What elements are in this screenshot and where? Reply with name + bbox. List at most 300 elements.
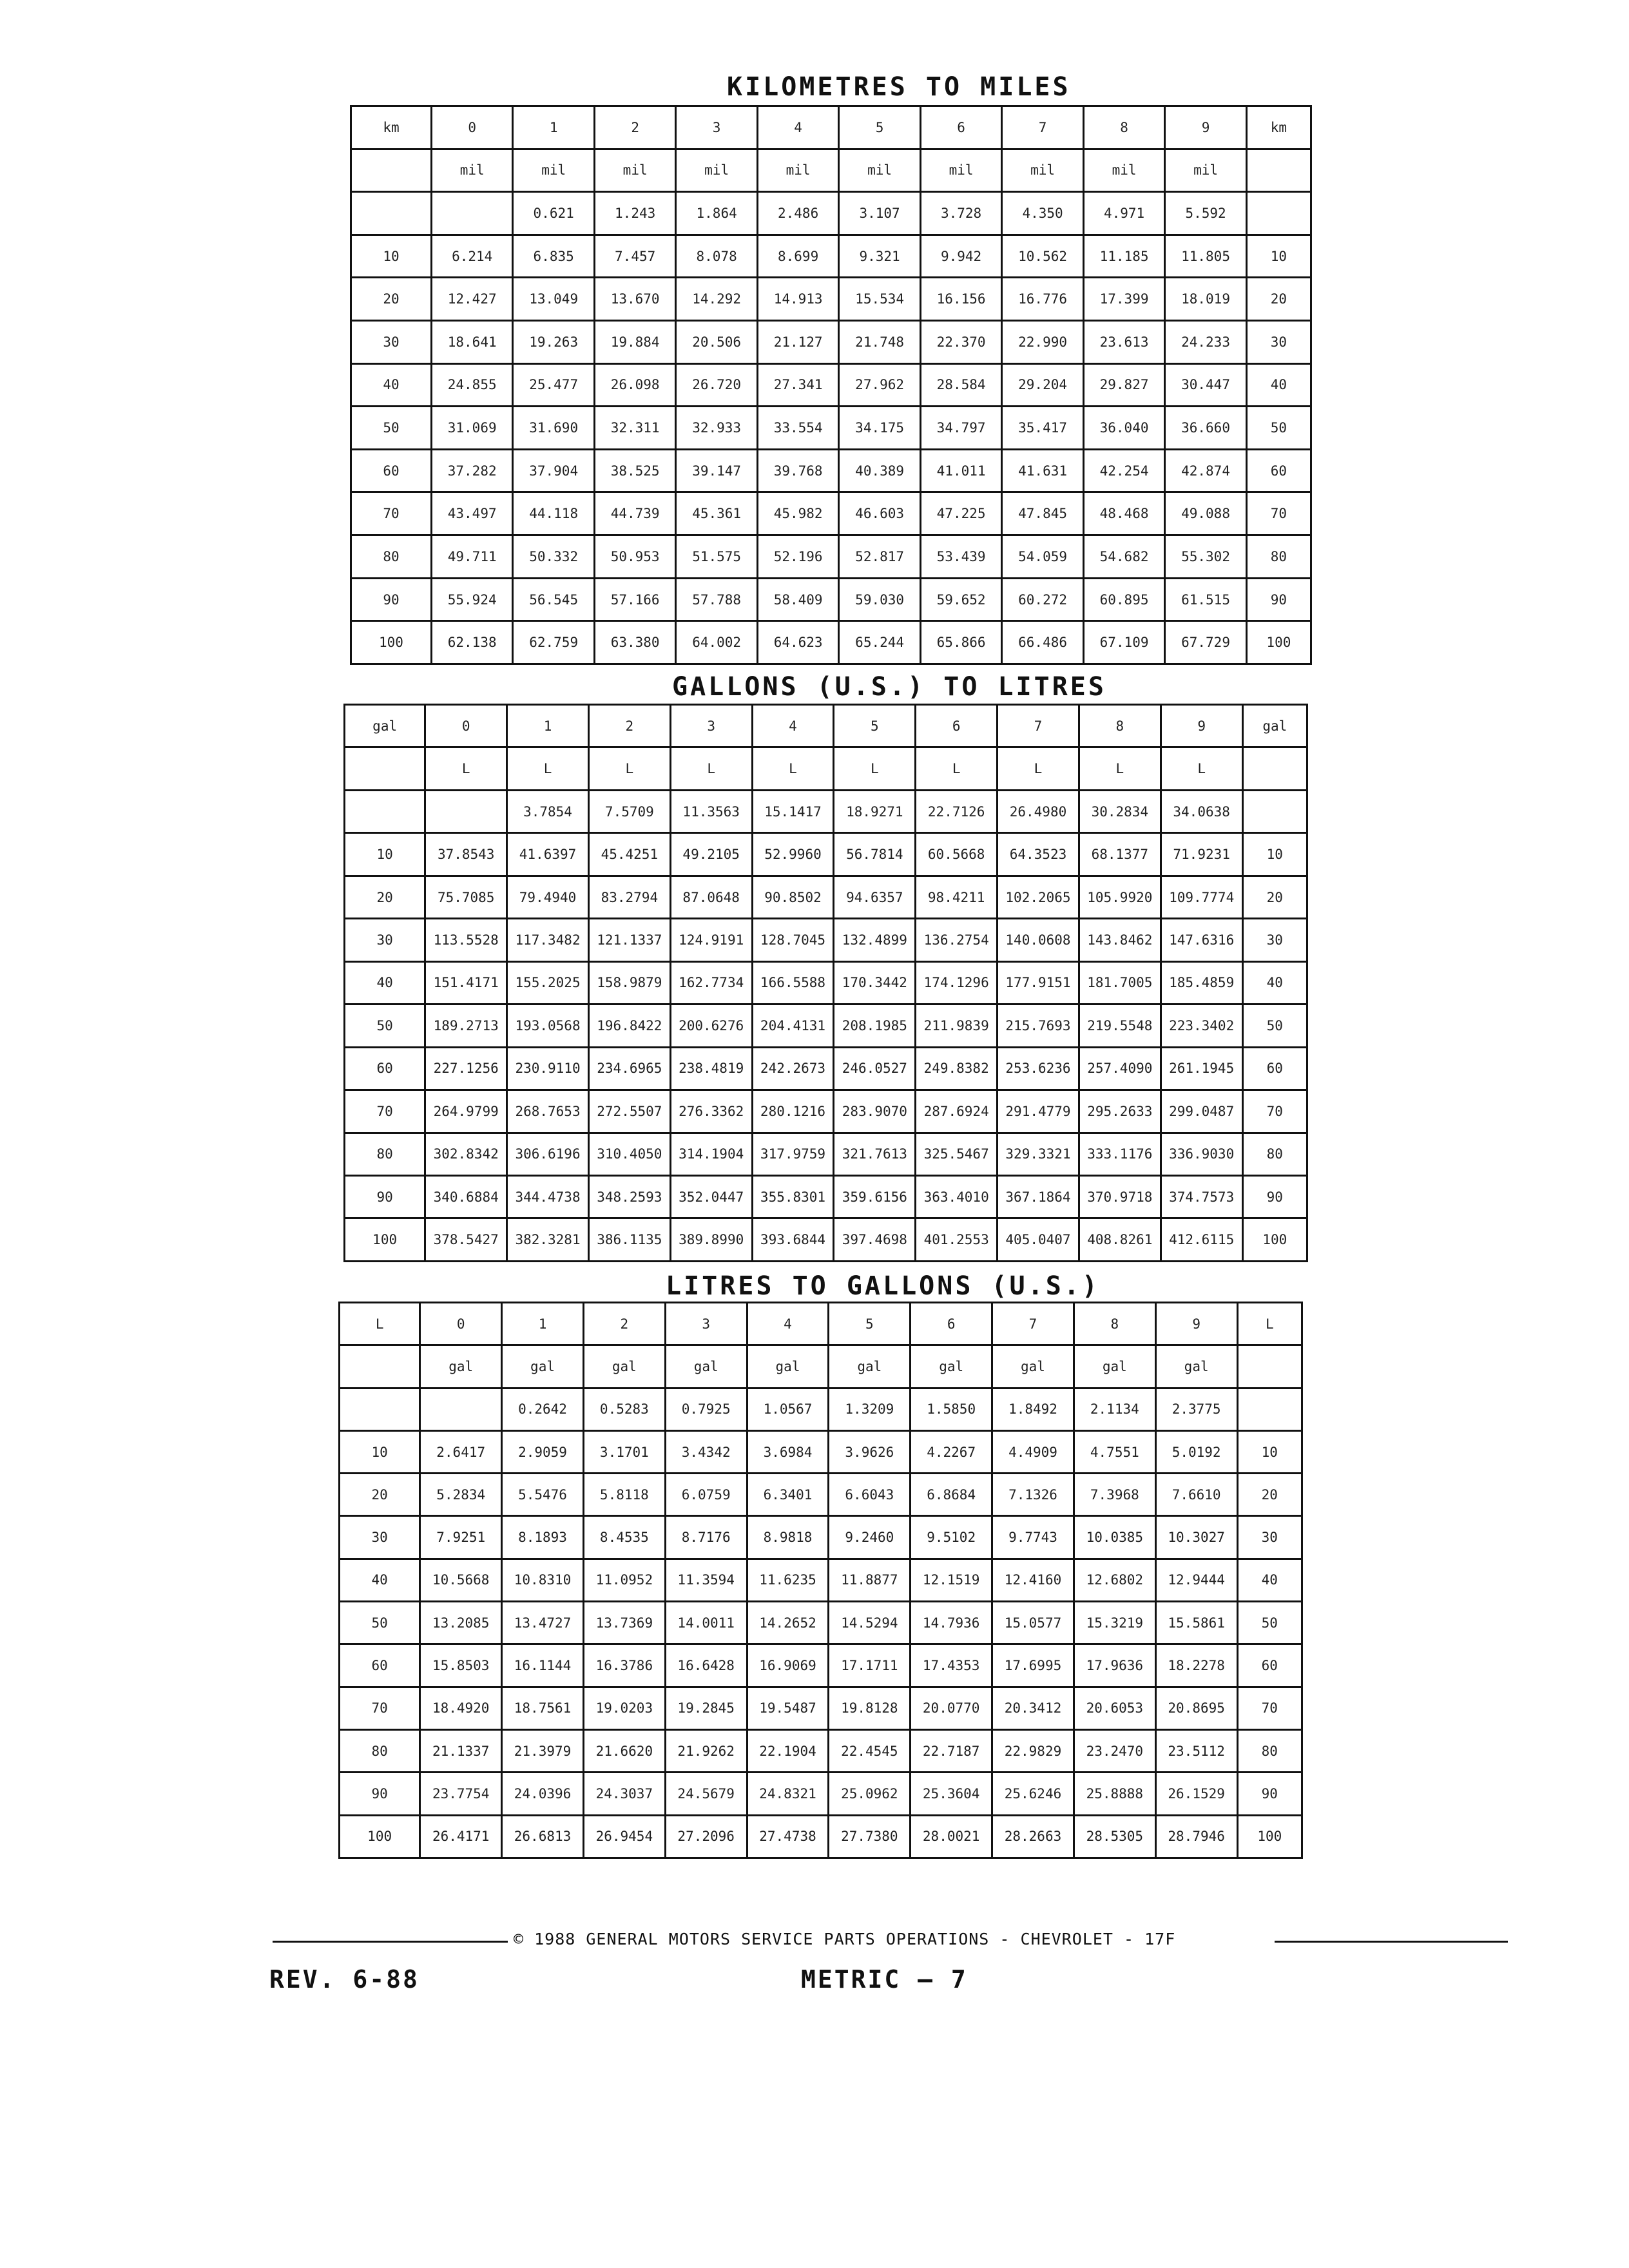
table-row bbox=[340, 1815, 1302, 1858]
gallons-to-litres-table bbox=[343, 704, 1308, 1262]
value-cell: 321.7613 bbox=[834, 1133, 916, 1175]
column-header-cell: 8 bbox=[1083, 106, 1164, 149]
row-header-cell: 40 bbox=[1237, 1559, 1302, 1601]
row-header-cell: 90 bbox=[340, 1773, 420, 1815]
table-row bbox=[340, 1602, 1302, 1644]
subunit-cell: mil bbox=[757, 149, 838, 192]
subunit-cell: gal bbox=[502, 1345, 584, 1388]
row-header-cell: 40 bbox=[345, 961, 425, 1004]
value-cell: 32.311 bbox=[594, 407, 675, 450]
value-cell: 196.8422 bbox=[588, 1004, 670, 1047]
value-cell: 10.8310 bbox=[502, 1559, 584, 1601]
value-cell: 42.254 bbox=[1083, 449, 1164, 492]
value-cell: 22.7126 bbox=[916, 790, 998, 832]
row-header-cell: 60 bbox=[1246, 449, 1311, 492]
value-cell: 287.6924 bbox=[916, 1090, 998, 1133]
value-cell: 0.5283 bbox=[583, 1388, 665, 1430]
value-cell: 10.5668 bbox=[420, 1559, 502, 1601]
value-cell: 41.6397 bbox=[507, 833, 589, 876]
value-cell: 15.3219 bbox=[1074, 1602, 1155, 1644]
row-header-cell: 70 bbox=[351, 492, 432, 535]
table-row bbox=[351, 449, 1311, 492]
row-header-cell: 30 bbox=[351, 321, 432, 364]
row-header-cell: 90 bbox=[1242, 1175, 1307, 1218]
column-header-cell: 3 bbox=[676, 106, 757, 149]
subunit-cell: mil bbox=[1165, 149, 1246, 192]
row-header-cell: 100 bbox=[351, 621, 432, 664]
copyright-notice: © 1988 GENERAL MOTORS SERVICE PARTS OPERATIONS - CHEVROLET - 17F bbox=[514, 1930, 1176, 1948]
table-row bbox=[351, 407, 1311, 450]
value-cell: 10.0385 bbox=[1074, 1516, 1155, 1559]
value-cell: 3.6984 bbox=[747, 1430, 829, 1473]
row-header-cell: 100 bbox=[1242, 1218, 1307, 1261]
row-header-cell: 80 bbox=[340, 1729, 420, 1772]
value-cell: 28.5305 bbox=[1074, 1815, 1155, 1858]
value-cell: 71.9231 bbox=[1161, 833, 1242, 876]
value-cell: 11.185 bbox=[1083, 235, 1164, 278]
value-cell: 401.2553 bbox=[916, 1218, 998, 1261]
value-cell: 128.7045 bbox=[752, 919, 834, 961]
value-cell: 60.272 bbox=[1002, 578, 1083, 621]
value-cell: 57.788 bbox=[676, 578, 757, 621]
row-header-cell: 50 bbox=[1246, 407, 1311, 450]
value-cell: 12.9444 bbox=[1155, 1559, 1237, 1601]
value-cell: 60.5668 bbox=[916, 833, 998, 876]
column-header-cell: 7 bbox=[992, 1303, 1074, 1345]
value-cell: 3.4342 bbox=[665, 1430, 747, 1473]
value-cell: 44.118 bbox=[513, 492, 594, 535]
value-cell: 47.845 bbox=[1002, 492, 1083, 535]
row-header-cell: 10 bbox=[351, 235, 432, 278]
value-cell: 12.6802 bbox=[1074, 1559, 1155, 1601]
table-row bbox=[351, 321, 1311, 364]
row-header-cell bbox=[340, 1388, 420, 1430]
value-cell: 65.866 bbox=[920, 621, 1001, 664]
value-cell: 4.4909 bbox=[992, 1430, 1074, 1473]
value-cell: 355.8301 bbox=[752, 1175, 834, 1218]
value-cell: 20.3412 bbox=[992, 1687, 1074, 1729]
row-header-cell: 90 bbox=[1237, 1773, 1302, 1815]
subunit-row bbox=[351, 149, 1311, 192]
value-cell: 16.776 bbox=[1002, 278, 1083, 321]
value-cell: 302.8342 bbox=[425, 1133, 507, 1175]
value-cell: 16.156 bbox=[920, 278, 1001, 321]
subunit-cell: L bbox=[752, 747, 834, 790]
value-cell: 367.1864 bbox=[998, 1175, 1079, 1218]
value-cell: 0.7925 bbox=[665, 1388, 747, 1430]
subunit-cell: L bbox=[916, 747, 998, 790]
value-cell: 90.8502 bbox=[752, 876, 834, 918]
row-header-cell: 70 bbox=[1246, 492, 1311, 535]
value-cell bbox=[431, 192, 512, 235]
value-cell: 27.341 bbox=[757, 363, 838, 407]
value-cell: 15.5861 bbox=[1155, 1602, 1237, 1644]
table-row bbox=[340, 1430, 1302, 1473]
row-header-cell: 50 bbox=[1242, 1004, 1307, 1047]
row-header-cell: 100 bbox=[1246, 621, 1311, 664]
value-cell: 4.350 bbox=[1002, 192, 1083, 235]
subunit-cell: mil bbox=[513, 149, 594, 192]
value-cell: 64.623 bbox=[757, 621, 838, 664]
value-cell: 64.3523 bbox=[998, 833, 1079, 876]
value-cell: 7.3968 bbox=[1074, 1474, 1155, 1516]
unit-header-cell: L bbox=[1237, 1303, 1302, 1345]
column-header-cell: 6 bbox=[920, 106, 1001, 149]
value-cell: 177.9151 bbox=[998, 961, 1079, 1004]
value-cell: 33.554 bbox=[757, 407, 838, 450]
value-cell: 63.380 bbox=[594, 621, 675, 664]
value-cell: 389.8990 bbox=[670, 1218, 752, 1261]
footer-rule-left bbox=[273, 1941, 508, 1943]
row-header-cell: 40 bbox=[351, 363, 432, 407]
row-header-cell: 40 bbox=[1246, 363, 1311, 407]
row-header-cell: 60 bbox=[1237, 1644, 1302, 1687]
subunit-cell: L bbox=[425, 747, 507, 790]
value-cell: 19.263 bbox=[513, 321, 594, 364]
value-cell: 374.7573 bbox=[1161, 1175, 1242, 1218]
value-cell: 41.631 bbox=[1002, 449, 1083, 492]
subunit-cell: gal bbox=[583, 1345, 665, 1388]
row-header-cell: 80 bbox=[345, 1133, 425, 1175]
value-cell: 24.3037 bbox=[583, 1773, 665, 1815]
km-to-miles-table bbox=[350, 105, 1312, 665]
column-header-cell: 8 bbox=[1079, 705, 1161, 747]
value-cell: 25.8888 bbox=[1074, 1773, 1155, 1815]
value-cell: 7.457 bbox=[594, 235, 675, 278]
value-cell: 3.107 bbox=[839, 192, 920, 235]
value-cell: 49.088 bbox=[1165, 492, 1246, 535]
value-cell: 17.6995 bbox=[992, 1644, 1074, 1687]
value-cell: 8.9818 bbox=[747, 1516, 829, 1559]
value-cell: 20.8695 bbox=[1155, 1687, 1237, 1729]
value-cell: 22.370 bbox=[920, 321, 1001, 364]
value-cell: 2.1134 bbox=[1074, 1388, 1155, 1430]
row-header-cell: 70 bbox=[345, 1090, 425, 1133]
row-header-cell: 90 bbox=[345, 1175, 425, 1218]
value-cell: 0.621 bbox=[513, 192, 594, 235]
value-cell: 59.030 bbox=[839, 578, 920, 621]
subunit-cell: gal bbox=[992, 1345, 1074, 1388]
value-cell: 9.5102 bbox=[911, 1516, 992, 1559]
row-header-cell: 80 bbox=[1242, 1133, 1307, 1175]
value-cell: 28.2663 bbox=[992, 1815, 1074, 1858]
value-cell: 59.652 bbox=[920, 578, 1001, 621]
value-cell: 215.7693 bbox=[998, 1004, 1079, 1047]
subunit-cell: gal bbox=[911, 1345, 992, 1388]
table-row bbox=[340, 1773, 1302, 1815]
row-header-cell: 20 bbox=[345, 876, 425, 918]
value-cell: 7.5709 bbox=[588, 790, 670, 832]
value-cell: 9.321 bbox=[839, 235, 920, 278]
value-cell: 295.2633 bbox=[1079, 1090, 1161, 1133]
column-header-cell: 2 bbox=[588, 705, 670, 747]
row-header-cell: 50 bbox=[345, 1004, 425, 1047]
row-header-cell: 10 bbox=[1242, 833, 1307, 876]
value-cell: 344.4738 bbox=[507, 1175, 589, 1218]
value-cell: 4.7551 bbox=[1074, 1430, 1155, 1473]
value-cell: 151.4171 bbox=[425, 961, 507, 1004]
value-cell: 6.3401 bbox=[747, 1474, 829, 1516]
column-header-cell: 0 bbox=[425, 705, 507, 747]
value-cell: 249.8382 bbox=[916, 1047, 998, 1090]
value-cell: 13.7369 bbox=[583, 1602, 665, 1644]
value-cell: 185.4859 bbox=[1161, 961, 1242, 1004]
table-row bbox=[345, 1133, 1307, 1175]
value-cell: 299.0487 bbox=[1161, 1090, 1242, 1133]
empty-cell bbox=[345, 747, 425, 790]
column-header-cell: 4 bbox=[757, 106, 838, 149]
table-row bbox=[351, 235, 1311, 278]
row-header-cell: 100 bbox=[1237, 1815, 1302, 1858]
value-cell: 246.0527 bbox=[834, 1047, 916, 1090]
value-cell: 336.9030 bbox=[1161, 1133, 1242, 1175]
value-cell: 54.682 bbox=[1083, 535, 1164, 579]
value-cell: 283.9070 bbox=[834, 1090, 916, 1133]
value-cell: 26.6813 bbox=[502, 1815, 584, 1858]
value-cell: 7.1326 bbox=[992, 1474, 1074, 1516]
value-cell: 325.5467 bbox=[916, 1133, 998, 1175]
column-header-cell: 7 bbox=[1002, 106, 1083, 149]
column-header-cell: 5 bbox=[839, 106, 920, 149]
value-cell: 28.0021 bbox=[911, 1815, 992, 1858]
value-cell: 28.7946 bbox=[1155, 1815, 1237, 1858]
row-header-cell: 90 bbox=[1246, 578, 1311, 621]
value-cell: 50.332 bbox=[513, 535, 594, 579]
value-cell: 53.439 bbox=[920, 535, 1001, 579]
value-cell: 340.6884 bbox=[425, 1175, 507, 1218]
table-row bbox=[345, 1218, 1307, 1261]
value-cell: 17.9636 bbox=[1074, 1644, 1155, 1687]
value-cell: 14.913 bbox=[757, 278, 838, 321]
value-cell: 26.098 bbox=[594, 363, 675, 407]
row-header-cell: 60 bbox=[1242, 1047, 1307, 1090]
row-header-cell bbox=[345, 790, 425, 832]
footer-rule-right bbox=[1275, 1941, 1508, 1943]
value-cell: 1.243 bbox=[594, 192, 675, 235]
value-cell bbox=[420, 1388, 502, 1430]
row-header-cell: 90 bbox=[351, 578, 432, 621]
value-cell: 264.9799 bbox=[425, 1090, 507, 1133]
column-header-cell: 3 bbox=[670, 705, 752, 747]
value-cell: 113.5528 bbox=[425, 919, 507, 961]
value-cell: 24.0396 bbox=[502, 1773, 584, 1815]
value-cell: 22.9829 bbox=[992, 1729, 1074, 1772]
value-cell: 37.8543 bbox=[425, 833, 507, 876]
value-cell: 52.196 bbox=[757, 535, 838, 579]
value-cell: 21.1337 bbox=[420, 1729, 502, 1772]
value-cell: 12.4160 bbox=[992, 1559, 1074, 1601]
value-cell: 31.690 bbox=[513, 407, 594, 450]
value-cell: 25.0962 bbox=[829, 1773, 911, 1815]
value-cell: 5.5476 bbox=[502, 1474, 584, 1516]
value-cell: 21.6620 bbox=[583, 1729, 665, 1772]
value-cell: 3.1701 bbox=[583, 1430, 665, 1473]
value-cell: 44.739 bbox=[594, 492, 675, 535]
row-header-cell: 10 bbox=[1246, 235, 1311, 278]
row-header-cell: 40 bbox=[340, 1559, 420, 1601]
row-header-cell: 70 bbox=[1237, 1687, 1302, 1729]
subunit-cell: gal bbox=[1155, 1345, 1237, 1388]
value-cell: 27.7380 bbox=[829, 1815, 911, 1858]
value-cell: 32.933 bbox=[676, 407, 757, 450]
value-cell: 1.8492 bbox=[992, 1388, 1074, 1430]
row-header-cell: 60 bbox=[345, 1047, 425, 1090]
value-cell: 15.534 bbox=[839, 278, 920, 321]
value-cell: 75.7085 bbox=[425, 876, 507, 918]
table-row bbox=[340, 1644, 1302, 1687]
value-cell: 87.0648 bbox=[670, 876, 752, 918]
page-number: METRIC — 7 bbox=[801, 1965, 968, 1994]
row-header-cell bbox=[1246, 192, 1311, 235]
value-cell: 238.4819 bbox=[670, 1047, 752, 1090]
value-cell: 38.525 bbox=[594, 449, 675, 492]
value-cell: 16.3786 bbox=[583, 1644, 665, 1687]
value-cell: 3.9626 bbox=[829, 1430, 911, 1473]
value-cell: 242.2673 bbox=[752, 1047, 834, 1090]
empty-cell bbox=[1246, 149, 1311, 192]
value-cell: 386.1135 bbox=[588, 1218, 670, 1261]
value-cell: 36.040 bbox=[1083, 407, 1164, 450]
row-header-cell bbox=[1242, 790, 1307, 832]
column-header-cell: 0 bbox=[420, 1303, 502, 1345]
value-cell: 2.6417 bbox=[420, 1430, 502, 1473]
subunit-cell: mil bbox=[1002, 149, 1083, 192]
value-cell: 4.2267 bbox=[911, 1430, 992, 1473]
value-cell: 14.0011 bbox=[665, 1602, 747, 1644]
column-header-cell: 5 bbox=[829, 1303, 911, 1345]
gallons-to-litres-title: GALLONS (U.S.) TO LITRES bbox=[672, 672, 1106, 702]
value-cell: 62.759 bbox=[513, 621, 594, 664]
unit-header-cell: km bbox=[351, 106, 432, 149]
value-cell: 378.5427 bbox=[425, 1218, 507, 1261]
value-cell: 363.4010 bbox=[916, 1175, 998, 1218]
value-cell: 158.9879 bbox=[588, 961, 670, 1004]
value-cell: 26.4171 bbox=[420, 1815, 502, 1858]
value-cell: 0.2642 bbox=[502, 1388, 584, 1430]
value-cell: 27.962 bbox=[839, 363, 920, 407]
column-header-cell: 4 bbox=[747, 1303, 829, 1345]
value-cell: 10.3027 bbox=[1155, 1516, 1237, 1559]
value-cell: 181.7005 bbox=[1079, 961, 1161, 1004]
value-cell: 397.4698 bbox=[834, 1218, 916, 1261]
row-header-cell: 70 bbox=[1242, 1090, 1307, 1133]
value-cell: 166.5588 bbox=[752, 961, 834, 1004]
value-cell: 62.138 bbox=[431, 621, 512, 664]
value-cell: 2.9059 bbox=[502, 1430, 584, 1473]
value-cell: 102.2065 bbox=[998, 876, 1079, 918]
value-cell: 34.0638 bbox=[1161, 790, 1242, 832]
value-cell: 48.468 bbox=[1083, 492, 1164, 535]
value-cell: 11.3563 bbox=[670, 790, 752, 832]
table-row bbox=[351, 278, 1311, 321]
value-cell: 56.545 bbox=[513, 578, 594, 621]
value-cell: 5.0192 bbox=[1155, 1430, 1237, 1473]
value-cell: 280.1216 bbox=[752, 1090, 834, 1133]
value-cell: 67.729 bbox=[1165, 621, 1246, 664]
value-cell: 55.302 bbox=[1165, 535, 1246, 579]
subunit-cell: L bbox=[588, 747, 670, 790]
subunit-cell: L bbox=[1079, 747, 1161, 790]
value-cell: 27.2096 bbox=[665, 1815, 747, 1858]
value-cell: 45.4251 bbox=[588, 833, 670, 876]
value-cell: 333.1176 bbox=[1079, 1133, 1161, 1175]
value-cell: 329.3321 bbox=[998, 1133, 1079, 1175]
value-cell: 6.6043 bbox=[829, 1474, 911, 1516]
value-cell: 162.7734 bbox=[670, 961, 752, 1004]
row-header-cell: 40 bbox=[1242, 961, 1307, 1004]
row-header-cell: 20 bbox=[1242, 876, 1307, 918]
column-header-cell: 9 bbox=[1161, 705, 1242, 747]
value-cell: 155.2025 bbox=[507, 961, 589, 1004]
row-header-cell: 60 bbox=[340, 1644, 420, 1687]
value-cell: 4.971 bbox=[1083, 192, 1164, 235]
row-header-cell: 100 bbox=[340, 1815, 420, 1858]
value-cell: 18.641 bbox=[431, 321, 512, 364]
value-cell: 50.953 bbox=[594, 535, 675, 579]
value-cell: 37.282 bbox=[431, 449, 512, 492]
subunit-cell: L bbox=[670, 747, 752, 790]
table-row bbox=[345, 876, 1307, 918]
value-cell: 37.904 bbox=[513, 449, 594, 492]
value-cell: 24.233 bbox=[1165, 321, 1246, 364]
value-cell: 22.1904 bbox=[747, 1729, 829, 1772]
table-row bbox=[345, 961, 1307, 1004]
value-cell: 147.6316 bbox=[1161, 919, 1242, 961]
column-header-cell: 1 bbox=[507, 705, 589, 747]
value-cell: 193.0568 bbox=[507, 1004, 589, 1047]
table-row bbox=[351, 192, 1311, 235]
row-header-cell bbox=[351, 192, 432, 235]
value-cell: 7.6610 bbox=[1155, 1474, 1237, 1516]
value-cell: 170.3442 bbox=[834, 961, 916, 1004]
value-cell: 51.575 bbox=[676, 535, 757, 579]
value-cell: 24.5679 bbox=[665, 1773, 747, 1815]
value-cell: 23.613 bbox=[1083, 321, 1164, 364]
value-cell: 230.9110 bbox=[507, 1047, 589, 1090]
row-header-cell: 30 bbox=[345, 919, 425, 961]
value-cell: 21.9262 bbox=[665, 1729, 747, 1772]
value-cell: 25.6246 bbox=[992, 1773, 1074, 1815]
value-cell: 9.7743 bbox=[992, 1516, 1074, 1559]
table-row bbox=[345, 833, 1307, 876]
value-cell: 15.1417 bbox=[752, 790, 834, 832]
subunit-cell: L bbox=[507, 747, 589, 790]
value-cell: 45.982 bbox=[757, 492, 838, 535]
row-header-cell: 70 bbox=[340, 1687, 420, 1729]
value-cell: 13.2085 bbox=[420, 1602, 502, 1644]
column-header-cell: 4 bbox=[752, 705, 834, 747]
value-cell: 227.1256 bbox=[425, 1047, 507, 1090]
value-cell: 348.2593 bbox=[588, 1175, 670, 1218]
subunit-cell: gal bbox=[1074, 1345, 1155, 1388]
value-cell: 26.9454 bbox=[583, 1815, 665, 1858]
value-cell: 14.2652 bbox=[747, 1602, 829, 1644]
empty-cell bbox=[1237, 1345, 1302, 1388]
value-cell: 5.592 bbox=[1165, 192, 1246, 235]
value-cell: 14.292 bbox=[676, 278, 757, 321]
row-header-cell: 20 bbox=[340, 1474, 420, 1516]
value-cell: 382.3281 bbox=[507, 1218, 589, 1261]
value-cell: 17.399 bbox=[1083, 278, 1164, 321]
value-cell: 310.4050 bbox=[588, 1133, 670, 1175]
header-row bbox=[351, 106, 1311, 149]
value-cell: 64.002 bbox=[676, 621, 757, 664]
table-row bbox=[345, 790, 1307, 832]
table-row bbox=[351, 363, 1311, 407]
column-header-cell: 1 bbox=[513, 106, 594, 149]
value-cell: 261.1945 bbox=[1161, 1047, 1242, 1090]
value-cell: 412.6115 bbox=[1161, 1218, 1242, 1261]
